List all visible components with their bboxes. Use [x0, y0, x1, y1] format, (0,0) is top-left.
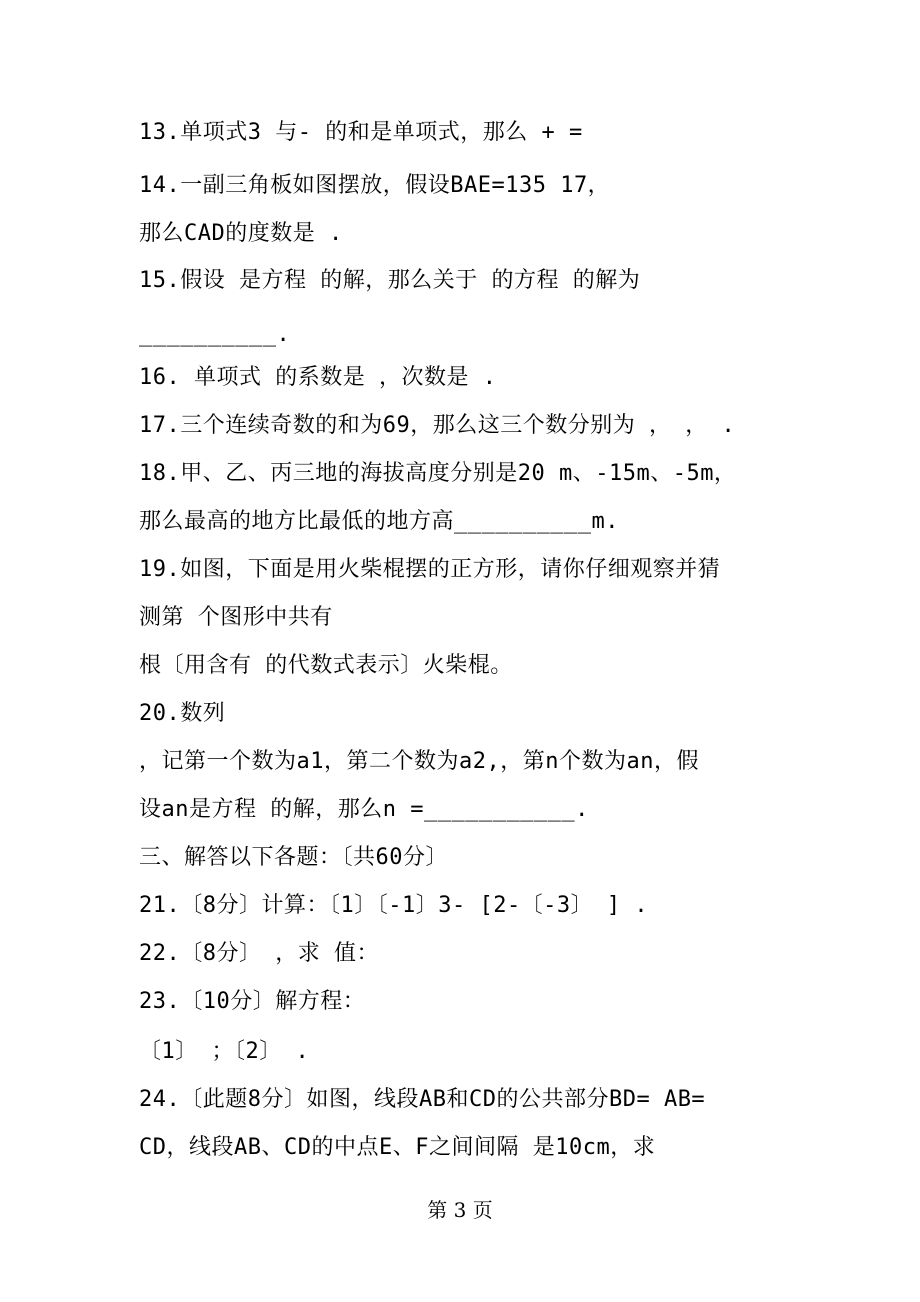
question-15: 15.假设 是方程 的解，那么关于 的方程 的解为: [139, 268, 641, 293]
question-20-continued: ，记第一个数为a1，第二个数为a2,，第n个数为an，假: [139, 749, 699, 774]
question-23-parts: 〔1〕 ；〔2〕 .: [139, 1039, 310, 1064]
question-21: 21.〔8分〕计算：〔1〕〔-1〕3- [2-〔-3〕 ] .: [139, 893, 649, 918]
question-19-continued: 测第 个图形中共有: [139, 605, 333, 630]
question-14: 14.一副三角板如图摆放，假设BAE=135 17，: [139, 173, 611, 198]
question-22: 22.〔8分〕 ，求 值：: [139, 941, 379, 966]
question-17: 17.三个连续奇数的和为69，那么这三个数分别为 ， ， .: [139, 413, 736, 438]
question-14-continued: 那么CAD的度数是 .: [139, 221, 343, 246]
section-heading: 三、解答以下各题：〔共60分〕: [139, 845, 448, 870]
question-18-continued: 那么最高的地方比最低的地方高__________m.: [139, 509, 619, 534]
question-23: 23.〔10分〕解方程：: [139, 989, 366, 1014]
question-19-continued-2: 根〔用含有 的代数式表示〕火柴棍。: [139, 653, 513, 678]
question-15-answer-blank: __________.: [139, 322, 291, 347]
question-20: 20.数列: [139, 701, 226, 726]
question-18: 18.甲、乙、丙三地的海拔高度分别是20 m、-15m、-5m，: [139, 461, 737, 486]
question-13: 13.单项式3 与- 的和是单项式，那么 + =: [139, 120, 583, 145]
question-24: 24.〔此题8分〕如图，线段AB和CD的公共部分BD= AB=: [139, 1087, 706, 1112]
question-16: 16. 单项式 的系数是 ，次数是 .: [139, 365, 497, 390]
question-20-continued-2: 设an是方程 的解，那么n =___________.: [139, 797, 589, 822]
page-number: 第 3 页: [427, 1198, 493, 1222]
question-24-continued: CD，线段AB、CD的中点E、F之间间隔 是10cm，求: [139, 1135, 656, 1160]
question-19: 19.如图，下面是用火柴棍摆的正方形，请你仔细观察并猜: [139, 557, 721, 582]
